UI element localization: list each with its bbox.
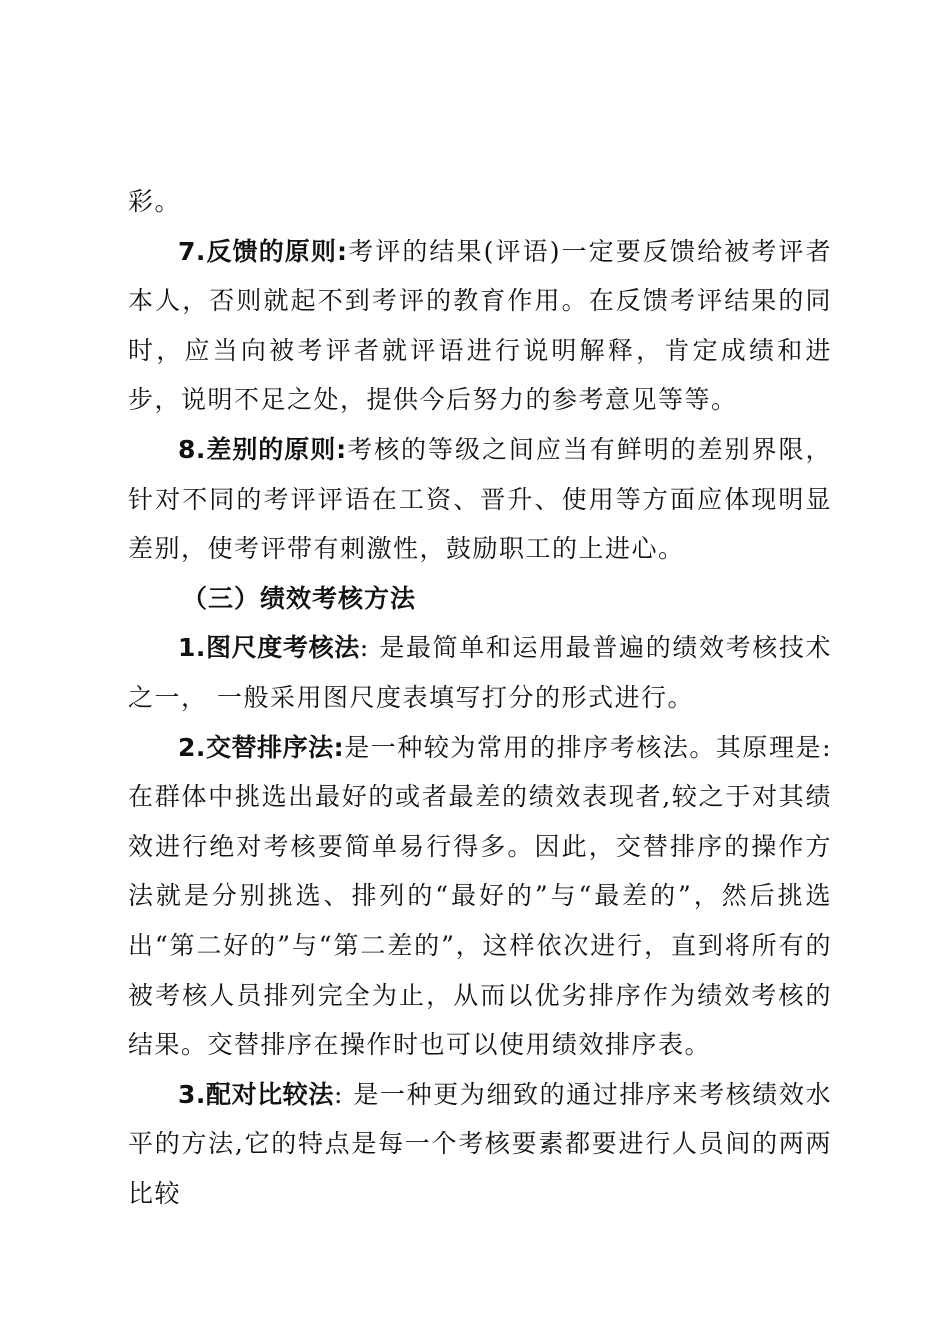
paragraph-feedback-principle [128, 227, 832, 425]
paragraph-body: : 是最简单和运用最普遍的绩效考核技术之一， 一般采用图尺度表填写打分的形式进行。 [128, 633, 832, 712]
paragraph-body: 考核的等级之间应当有鲜明的差别界限，针对不同的考评评语在工资、晋升、使用等方面应体现明显差别，使考评带有刺激性，鼓励职工的上进心。 [128, 434, 832, 564]
section-heading: （三）绩效考核方法 [182, 583, 417, 613]
paragraph-graphic-rating-method [128, 623, 832, 722]
paragraph-heading: 7.反馈的原则: [178, 236, 348, 266]
paragraph-body: 考评的结果(评语)一定要反馈给被考评者本人，否则就起不到考评的教育作用。在反馈考评结果的同时，应当向被考评者就评语进行说明解释，肯定成绩和进步，说明不足之处，提供今后努力的参考意见等等。 [128, 236, 832, 415]
paragraph-heading: 3.配对比较法 [178, 1079, 334, 1109]
paragraph-heading: 2.交替排序法: [178, 732, 345, 762]
paragraph-body: 彩。 [128, 187, 182, 216]
paragraph-heading: 1.图尺度考核法 [178, 633, 360, 663]
paragraph-alternation-ranking-method [128, 723, 832, 1070]
body-text [128, 177, 832, 1218]
paragraph-difference-principle [128, 425, 832, 574]
paragraph-paired-comparison-method [128, 1070, 832, 1219]
paragraph-heading: 8.差别的原则: [178, 434, 347, 464]
paragraph-continuation [128, 177, 832, 227]
paragraph-body: 是一种较为常用的排序考核法。其原理是:在群体中挑选出最好的或者最差的绩效表现者,较之于对其绩效进行绝对考核要简单易行得多。因此，交替排序的操作方法就是分别挑选、排列的“最好的”与“最差的”，然后挑选出“第二好的”与“第二差的”，这样依次进行，直到将所有的被考核人员排列完全为止，从而以优劣排序作为绩效考核的结果。交替排序在操作时也可以使用绩效排序表。 [128, 732, 832, 1060]
paragraph-body: : 是一种更为细致的通过排序来考核绩效水平的方法,它的特点是每一个考核要素都要进行人员间的两两比较 [128, 1079, 832, 1208]
